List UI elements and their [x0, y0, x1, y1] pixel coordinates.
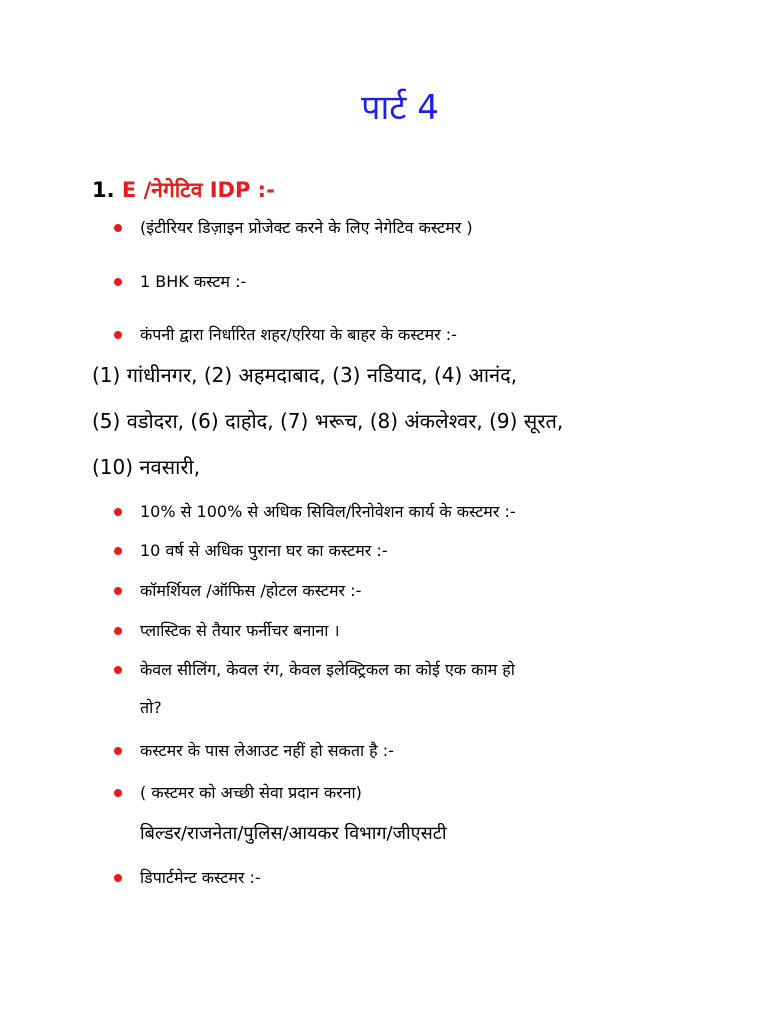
cities-line: (5) वडोदरा, (6) दाहोद, (7) भरूच, (8) अंकलेश्वर, (9) सूरत, [92, 409, 564, 433]
bullet-dot-icon [114, 224, 122, 232]
bullet-dot-icon [114, 747, 122, 755]
list-item: प्लास्टिक से तैयार फर्नीचर बनाना । [114, 617, 340, 645]
section-heading [92, 172, 275, 208]
list-item: कॉमर्शियल /ऑफिस /होटल कस्टमर :- [114, 577, 361, 605]
list-item-continuation: बिल्डर/राजनेता/पुलिस/आयकर विभाग/जीएसटी [140, 823, 447, 844]
list-item: डिपार्टमेन्ट कस्टमर :- [114, 864, 261, 892]
bullet-dot-icon [114, 789, 122, 797]
bullet-dot-icon [114, 627, 122, 635]
list-item: कस्टमर के पास लेआउट नहीं हो सकता है :- [114, 737, 394, 765]
page-title: पार्ट 4 [361, 88, 439, 128]
list-item: 10% से 100% से अधिक सिविल/रिनोवेशन कार्य के कस्टमर :- [114, 498, 516, 526]
section-heading-text: E /नेगेटिव IDP :- [121, 178, 275, 202]
bullet-dot-icon [114, 278, 122, 286]
list-item: केवल सीलिंग, केवल रंग, केवल इलेक्ट्रिकल का कोई एक काम हो [114, 656, 515, 684]
bullet-dot-icon [114, 666, 122, 674]
list-item: कंपनी द्वारा निर्धारित शहर/एरिया के बाहर के कस्टमर :- [114, 321, 457, 349]
cities-line: (1) गांधीनगर, (2) अहमदाबाद, (3) नडियाद, (4) आनंद, [92, 363, 518, 387]
bullet-dot-icon [114, 331, 122, 339]
list-item: (इंटीरियर डिज़ाइन प्रोजेक्ट करने के लिए नेगेटिव कस्टमर ) [114, 214, 473, 242]
list-item: 1 BHK कस्टम :- [114, 268, 246, 296]
list-item: 10 वर्ष से अधिक पुराना घर का कस्टमर :- [114, 537, 388, 565]
list-item-continuation: तो? [140, 698, 162, 717]
bullet-dot-icon [114, 508, 122, 516]
bullet-dot-icon [114, 587, 122, 595]
bullet-dot-icon [114, 547, 122, 555]
section-number: 1. [92, 178, 115, 202]
cities-line: (10) नवसारी, [92, 455, 201, 479]
list-item: ( कस्टमर को अच्छी सेवा प्रदान करना) [114, 779, 362, 807]
bullet-dot-icon [114, 874, 122, 882]
